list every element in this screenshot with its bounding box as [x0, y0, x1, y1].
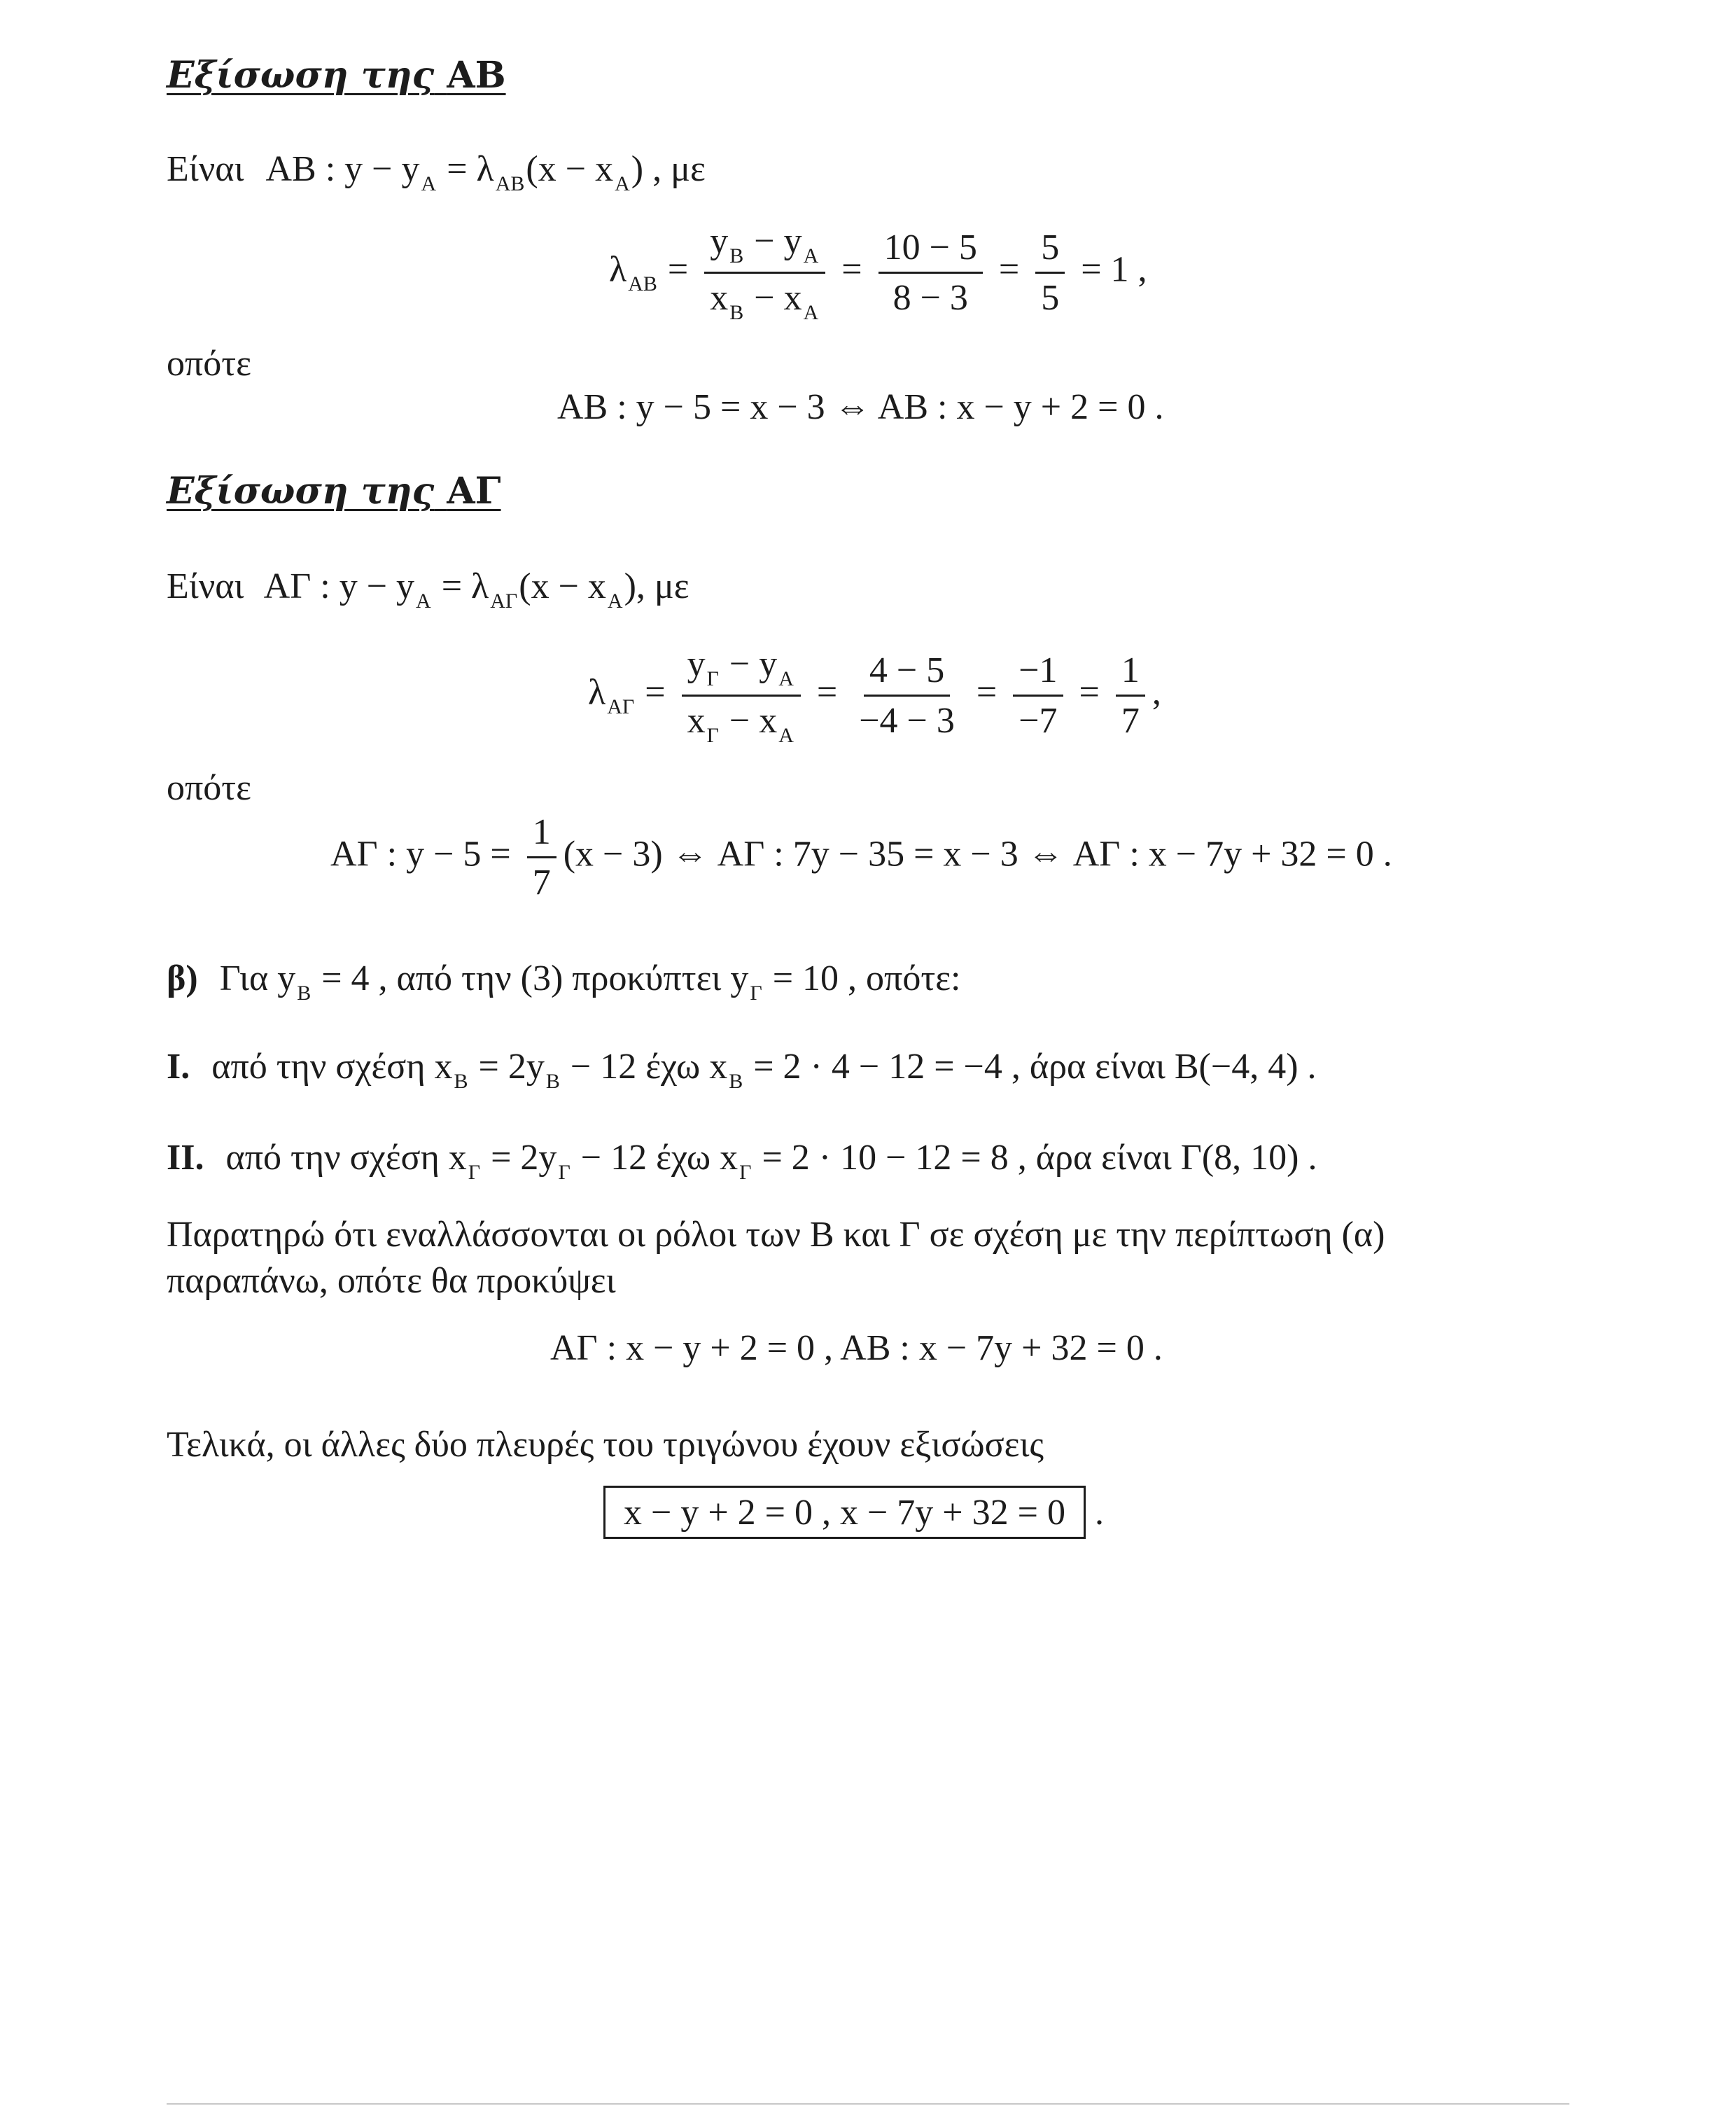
slope-fraction-final: $\frac{1}{7}$: [1116, 650, 1145, 741]
intro-eq: = λ: [432, 566, 489, 606]
slope-fraction-symbolic: $\frac{y_B - y_A}{x_B - x_A}$: [704, 221, 825, 324]
subscript: A: [607, 590, 623, 613]
intro-math: ΑΓ : y − y: [263, 566, 415, 606]
ag-slope-display: $\lambda_{A\Gamma}$ = $\frac{y_\Gamma - y_A}{x_\Gamma - x_A}$ = $\frac{4 - 5}{-4 - 3}$ = $\frac{-1}{-7}$ = $\frac{1}{7}$ ,: [588, 644, 1161, 747]
lambda-symbol: λ: [609, 249, 627, 290]
part-label: β): [167, 958, 198, 998]
observation-line-1: Παρατηρώ ότι εναλλάσσονται οι ρόλοι των B και Γ σε σχέση με την περίπτωση (α): [167, 1215, 1385, 1255]
subscript: AB: [628, 272, 657, 296]
subscript: AB: [495, 172, 525, 195]
subscript: Γ: [750, 982, 762, 1005]
final-answer-box: x − y + 2 = 0 , x − 7y + 32 = 0: [603, 1486, 1086, 1539]
ab-therefore: οπότε: [167, 344, 251, 384]
conclusion-text: Τελικά, οι άλλες δύο πλευρές του τριγώνου έχουν εξισώσεις: [167, 1425, 1044, 1465]
slope-fraction-symbolic: $\frac{y_\Gamma - y_A}{x_\Gamma - x_A}$: [682, 644, 801, 747]
slope-fraction-simplified: $\frac{-1}{-7}$: [1013, 650, 1063, 741]
item-label: I.: [167, 1047, 190, 1087]
intro-word: Είναι: [167, 149, 244, 189]
subscript: B: [297, 982, 312, 1005]
item-label: II.: [167, 1138, 204, 1178]
intro-math: AB : y − y: [265, 149, 420, 189]
ab-equation: AB : y − 5 = x − 3 ⇔ AB : x − y + 2 = 0 .: [557, 387, 1164, 427]
ab-intro-line: [167, 148, 706, 197]
observation-line-2: παραπάνω, οπότε θα προκύψει: [167, 1261, 616, 1301]
subscript: A: [421, 172, 437, 195]
intro-eq: = λ: [438, 149, 494, 189]
part-b-intro: β) Για $y_B = 4$ , από την (3) προκύπτει $y_\Gamma = 10$ , οπότε:: [167, 958, 961, 1005]
heading-text: Εξίσωση της: [167, 54, 435, 97]
intro-close: ) , με: [631, 149, 706, 189]
final-answer: [603, 1486, 1104, 1539]
equation-fraction: $\frac{1}{7}$: [527, 812, 556, 902]
slope-fraction-simplified: $\frac{5}{5}$: [1035, 228, 1065, 318]
part-b-item-2: II. από την σχέση $x_\Gamma = 2y_\Gamma - 12$ έχω $x_\Gamma = 2 \cdot 10 - 12 = 8$ , άρα είναι Γ(8, 10) .: [167, 1138, 1317, 1184]
slope-fraction-numeric: $\frac{4 - 5}{-4 - 3}$: [859, 650, 955, 741]
ag-therefore: οπότε: [167, 768, 251, 808]
ab-slope-display: $\lambda_{AB}$ = $\frac{y_B - y_A}{x_B - x_A}$ = $\frac{10 - 5}{8 - 3}$ = $\frac{5}{5}$ = 1 ,: [609, 221, 1147, 324]
heading-latin: AB: [447, 54, 506, 97]
swapped-equations: ΑΓ : x − y + 2 = 0 , AB : x − 7y + 32 = 0 .: [550, 1328, 1163, 1368]
part-b-item-1: I. από την σχέση $x_B = 2y_B - 12$ έχω $x_B = 2 \cdot 4 - 12 = -4$ , άρα είναι B(−4, 4) .: [167, 1047, 1317, 1093]
final-dot: .: [1094, 1493, 1104, 1533]
subscript: A: [615, 172, 630, 195]
intro-paren: (x − x: [526, 149, 614, 189]
footer-rule: [167, 2103, 1569, 2105]
intro-word: Είναι: [167, 566, 244, 606]
lambda-symbol: λ: [588, 672, 606, 713]
section-heading-ag: [167, 470, 501, 512]
slope-fraction-numeric: $\frac{10 - 5}{8 - 3}$: [878, 228, 983, 318]
ag-intro-line: [167, 566, 690, 614]
section-heading-ab: [167, 55, 506, 97]
heading-text: Εξίσωση της: [167, 470, 435, 512]
subscript: ΑΓ: [607, 695, 635, 719]
heading-latin: ΑΓ: [447, 470, 501, 512]
subscript: A: [416, 590, 431, 613]
intro-paren: (x − x: [519, 566, 606, 606]
intro-close: ), με: [624, 566, 690, 606]
subscript: ΑΓ: [490, 590, 518, 613]
slope-result: = 1 ,: [1081, 249, 1147, 290]
ag-equation: ΑΓ : y − 5 = $\frac{1}{7}$ (x − 3) ⇔ ΑΓ : 7y − 35 = x − 3 ⇔ ΑΓ : x − 7y + 32 = 0 .: [330, 812, 1392, 903]
